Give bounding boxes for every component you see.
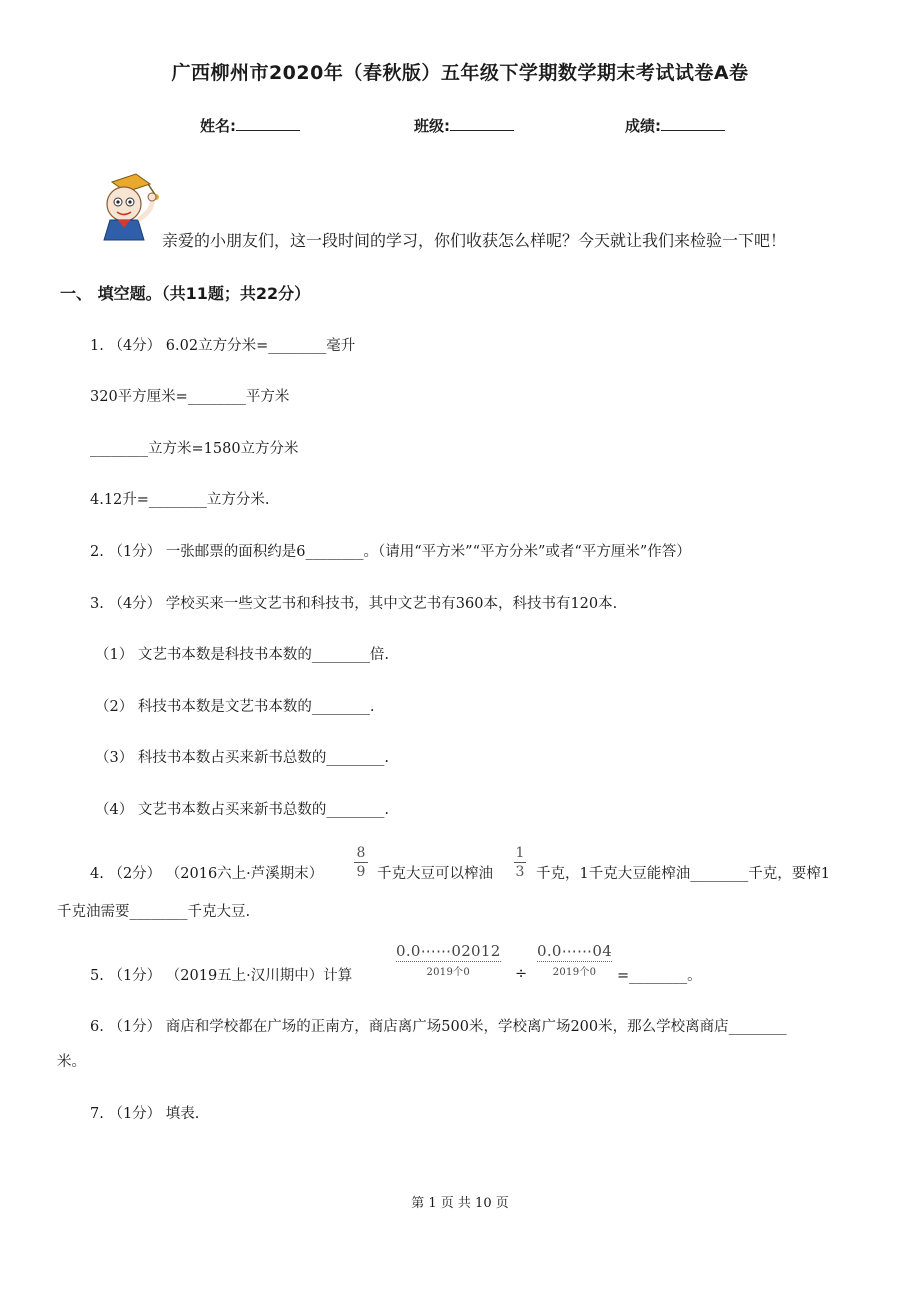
decimal-number-2-note: 2019个0: [537, 961, 612, 978]
question-1-line-1: 1. （4分） 6.02立方分米=________毫升: [90, 338, 356, 354]
decimal-number-2-value: 0.0⋯⋯04: [537, 942, 613, 960]
name-field: [200, 115, 300, 136]
class-blank[interactable]: [450, 116, 514, 131]
fraction-denominator: 9: [356, 864, 366, 880]
name-label: 姓名:: [200, 117, 236, 135]
question-4-suffix: 千克，1千克大豆能榨油________千克，要榨1: [536, 866, 830, 882]
name-blank[interactable]: [236, 116, 300, 131]
score-field: [625, 115, 725, 136]
decimal-number-1: [396, 942, 501, 978]
decimal-number-1-value: 0.0⋯⋯02012: [396, 942, 501, 960]
decimal-number-1-note: 2019个0: [396, 961, 501, 978]
question-2: 2. （1分） 一张邮票的面积约是6________。（请用“平方米”“平方分米”或者“平方厘米”作答）: [90, 544, 691, 560]
question-3-part-3: （3） 科技书本数占买来新书总数的________.: [95, 750, 389, 766]
class-label: 班级:: [414, 117, 450, 135]
mascot-illustration: [90, 168, 166, 244]
fraction-one-third: [514, 846, 526, 879]
question-7: 7. （1分） 填表.: [90, 1106, 200, 1122]
greeting-text: 亲爱的小朋友们，这一段时间的学习，你们收获怎么样呢？今天就让我们来检验一下吧！: [162, 231, 787, 250]
question-3-part-1: （1） 文艺书本数是科技书本数的________倍.: [95, 647, 389, 663]
fraction-denominator: 3: [515, 864, 525, 880]
question-6: 6. （1分） 商店和学校都在广场的正南方，商店离广场500米，学校离广场200米，那么学校离商店________: [90, 1019, 787, 1035]
section-heading-fill-in: 一、 填空题。（共11题；共22分）: [60, 284, 311, 303]
class-field: [414, 115, 514, 136]
page-title: 广西柳州市2020年（春秋版）五年级下学期数学期末考试试卷A卷: [171, 62, 749, 84]
decimal-number-2: [537, 942, 612, 978]
question-3-part-2: （2） 科技书本数是文艺书本数的________.: [95, 699, 375, 715]
question-3-part-4: （4） 文艺书本数占买来新书总数的________.: [95, 802, 389, 818]
division-sign: ÷: [515, 966, 528, 982]
question-4-middle: 千克大豆可以榨油: [377, 866, 493, 882]
fraction-numerator: 8: [356, 845, 366, 861]
question-5-prefix: 5. （1分） （2019五上·汉川期中）计算: [90, 968, 353, 984]
question-4-line-2: 千克油需要________千克大豆.: [57, 904, 251, 920]
score-blank[interactable]: [661, 116, 725, 131]
fraction-eight-ninths: [354, 846, 368, 879]
question-1-line-2: 320平方厘米=________平方米: [90, 389, 290, 405]
question-6-line-2: 米。: [57, 1054, 86, 1070]
question-1-line-3: ________立方米=1580立方分米: [90, 441, 299, 457]
page-footer: 第 1 页 共 10 页: [411, 1196, 509, 1211]
score-label: 成绩:: [625, 117, 661, 135]
question-4-prefix: 4. （2分） （2016六上·芦溪期末）: [90, 866, 324, 882]
question-5-suffix: =________。: [617, 968, 702, 984]
question-3: 3. （4分） 学校买来一些文艺书和科技书，其中文艺书有360本，科技书有120本.: [90, 596, 618, 612]
question-1-line-4: 4.12升=________立方分米.: [90, 492, 270, 508]
fraction-numerator: 1: [515, 845, 525, 861]
